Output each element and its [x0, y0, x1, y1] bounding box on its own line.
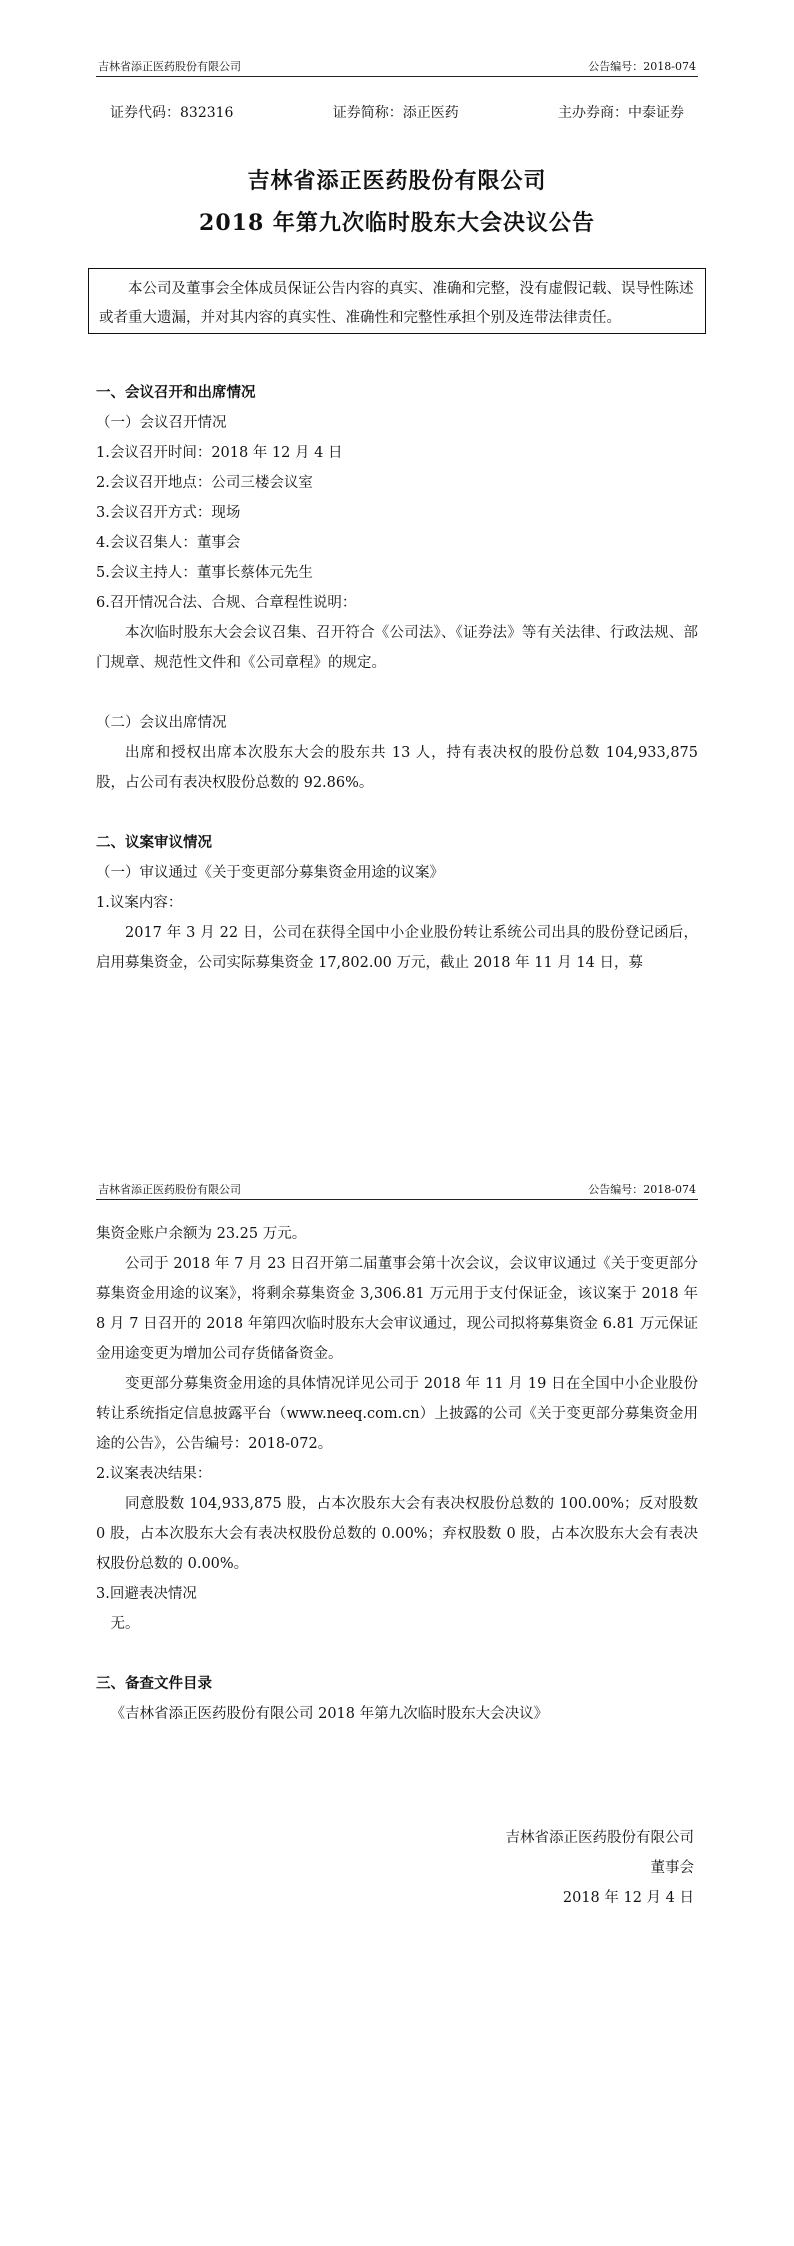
section-2-heading: 二、议案审议情况: [96, 834, 212, 851]
signature-date: 2018 年 12 月 4 日: [562, 1890, 694, 1906]
notice-box: 本公司及董事会全体成员保证公告内容的真实、准确和完整，没有虚假记载、误导性陈述或者重大遗漏，并对其内容的真实性、准确性和完整性承担个别及连带法律责任。: [88, 268, 706, 334]
list-item: 4.会议召集人：董事会: [96, 535, 241, 551]
section-1-heading: 一、会议召开和出席情况: [96, 384, 256, 401]
section-2-continued: [96, 1219, 698, 1729]
page-header: [98, 58, 696, 74]
list-item: 6.召开情况合法、合规、合章程性说明：: [96, 595, 357, 611]
page-header: [98, 1181, 696, 1197]
proposal-paragraph-1: 2017 年 3 月 22 日，公司在获得全国中小企业股份转让系统公司出具的股份登记函后，启用募集资金，公司实际募集资金 17,802.00 万元，截止 2018 年 11 月 14 日，募: [96, 925, 698, 971]
signature-board: 董事会: [650, 1860, 694, 1876]
signature-block: [506, 1823, 695, 1913]
list-item: 3.会议召开方式：现场: [96, 505, 241, 521]
section-1: [96, 378, 698, 978]
proposal-paragraph-1-cont: 集资金账户余额为 23.25 万元。: [96, 1226, 307, 1242]
title-line-1: 吉林省添正医药股份有限公司: [247, 168, 547, 194]
list-item: 2.会议召开地点：公司三楼会议室: [96, 475, 313, 491]
avoid-text: 无。: [110, 1616, 140, 1632]
avoid-label: 3.回避表决情况: [96, 1586, 197, 1602]
signature-company: 吉林省添正医药股份有限公司: [505, 1830, 694, 1846]
page-2: [0, 1123, 794, 2246]
broker: 主办券商：中泰证券: [557, 105, 684, 121]
proposal-paragraph-3: 变更部分募集资金用途的具体情况详见公司于 2018 年 11 月 19 日在全国中小企业股份转让系统指定信息披露平台（www.neeq.com.cn）上披露的公司《关于变更部分募集资金用途的公告》，公告编号：2018-072。: [96, 1376, 698, 1452]
result-paragraph: 同意股数 104,933,875 股，占本次股东大会有表决权股份总数的 100.00%；反对股数 0 股，占本次股东大会有表决权股份总数的 0.00%；弃权股数 0 股，占本次股东大会有表决权股份总数的 0.00%。: [96, 1496, 698, 1572]
reference-document: 《吉林省添正医药股份有限公司 2018 年第九次临时股东大会决议》: [110, 1706, 549, 1722]
header-company: 吉林省添正医药股份有限公司: [98, 60, 241, 73]
stock-info-row: [110, 102, 684, 122]
header-code: 公告编号：2018-074: [588, 60, 696, 73]
subsection-1-2: （二）会议出席情况: [96, 715, 227, 731]
list-item: 1.会议召开时间：2018 年 12 月 4 日: [96, 445, 343, 461]
subsection-1-1: （一）会议召开情况: [96, 415, 227, 431]
list-item: 5.会议主持人：董事长蔡体元先生: [96, 565, 313, 581]
subsection-2-1: （一）审议通过《关于变更部分募集资金用途的议案》: [96, 865, 444, 881]
header-divider: [96, 76, 698, 77]
stock-code: 证券代码：832316: [110, 105, 234, 121]
attendance-paragraph: 出席和授权出席本次股东大会的股东共 13 人，持有表决权的股份总数 104,933,875 股，占公司有表决权股份总数的 92.86%。: [96, 745, 698, 791]
content-label: 1.议案内容：: [96, 895, 183, 911]
proposal-paragraph-2: 公司于 2018 年 7 月 23 日召开第二届董事会第十次会议，会议审议通过《关于变更部分募集资金用途的议案》，将剩余募集资金 3,306.81 万元用于支付保证金，该议案于 2018 年 8 月 7 日召开的 2018 年第四次临时股东大会审议通过，现公司拟将募集资金 6.81 万元保证金用途变更为增加公司存货储备资金。: [96, 1256, 698, 1362]
result-label: 2.议案表决结果：: [96, 1466, 212, 1482]
section-3-heading: 三、备查文件目录: [96, 1675, 212, 1692]
stock-name: 证券简称：添正医药: [332, 105, 459, 121]
legal-paragraph: 本次临时股东大会会议召集、召开符合《公司法》、《证券法》等有关法律、行政法规、部门规章、规范性文件和《公司章程》的规定。: [96, 625, 698, 671]
header-code: 公告编号：2018-074: [588, 1183, 696, 1196]
header-divider: [96, 1199, 698, 1200]
header-company: 吉林省添正医药股份有限公司: [98, 1183, 241, 1196]
title-line-2: 2018 年第九次临时股东大会决议公告: [199, 210, 595, 236]
